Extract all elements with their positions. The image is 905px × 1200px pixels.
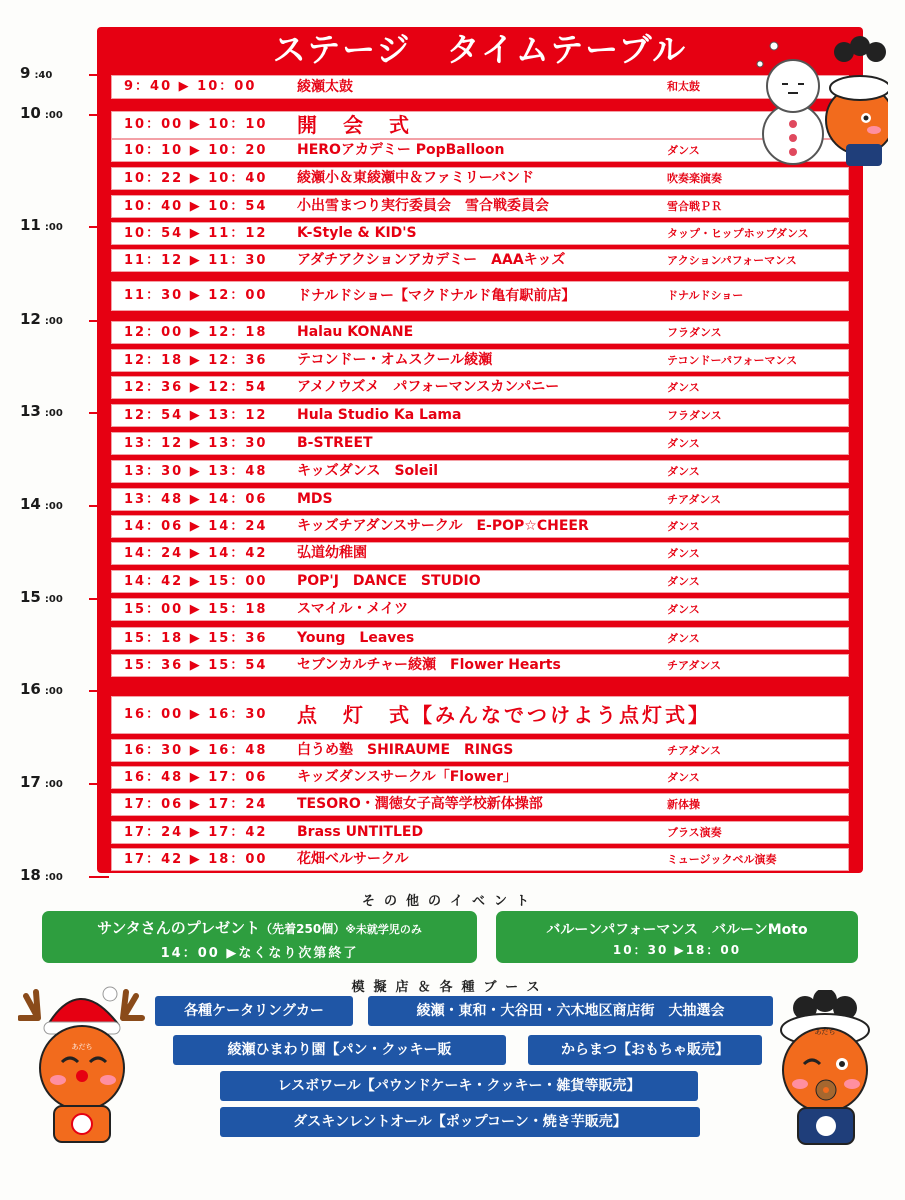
row-time: 10：22 ▶ 10：40 bbox=[124, 171, 268, 186]
row-time: 9：40 ▶ 10：00 bbox=[124, 79, 257, 94]
timetable-row bbox=[111, 111, 849, 139]
timetable-row bbox=[111, 488, 849, 511]
row-time: 12：54 ▶ 13：12 bbox=[124, 408, 268, 423]
row-name: Halau KONANE bbox=[297, 324, 414, 340]
timetable-row bbox=[111, 321, 849, 344]
row-genre: ダンス bbox=[667, 520, 700, 533]
row-genre: ダンス bbox=[667, 575, 700, 588]
hour-label bbox=[20, 402, 90, 420]
row-name: キッズチアダンスサークル E-POP☆CHEER bbox=[297, 518, 589, 534]
booth-catering: 各種ケータリングカー bbox=[155, 996, 353, 1026]
hour-label bbox=[20, 495, 90, 513]
row-genre: 吹奏楽演奏 bbox=[667, 172, 722, 185]
row-genre: テコンドーパフォーマンス bbox=[667, 354, 798, 367]
timetable-row bbox=[111, 376, 849, 399]
row-genre: 和太鼓 bbox=[667, 80, 700, 93]
row-genre: チアダンス bbox=[667, 659, 722, 672]
hour-minute: :00 bbox=[44, 779, 63, 790]
timetable-row bbox=[111, 404, 849, 427]
hour-number: 9 bbox=[20, 64, 31, 82]
row-name: Brass UNTITLED bbox=[297, 824, 424, 840]
booth-lesboire: レスボワール【パウンドケーキ・クッキー・雑貨等販売】 bbox=[220, 1071, 698, 1101]
hour-minute: :00 bbox=[44, 222, 63, 233]
hour-number: 15 bbox=[20, 588, 41, 606]
booth-karamatsu: からまつ【おもちゃ販売】 bbox=[528, 1035, 762, 1065]
row-name: HEROアカデミー PopBalloon bbox=[297, 142, 505, 158]
hour-number: 16 bbox=[20, 680, 41, 698]
row-genre: ダンス bbox=[667, 381, 700, 394]
hour-minute: :00 bbox=[44, 501, 63, 512]
timetable-row bbox=[111, 139, 849, 162]
row-name: 綾瀬小＆東綾瀬中＆ファミリーバンド bbox=[297, 170, 535, 186]
hour-label bbox=[20, 773, 90, 791]
row-name: TESORO・潤徳女子高等学校新体操部 bbox=[297, 796, 543, 812]
row-name: テコンドー・オムスクール綾瀬 bbox=[297, 352, 493, 368]
hour-minute: :00 bbox=[44, 872, 63, 883]
donut-mascot-label: あだち bbox=[814, 1028, 836, 1036]
timetable-row bbox=[111, 460, 849, 483]
hour-tick bbox=[89, 505, 109, 507]
hour-tick bbox=[89, 783, 109, 785]
row-time: 13：12 ▶ 13：30 bbox=[124, 436, 268, 451]
row-genre: フラダンス bbox=[667, 326, 722, 339]
row-time: 11：30 ▶ 12：00 bbox=[124, 288, 268, 303]
hour-tick bbox=[89, 74, 109, 76]
hour-minute: :00 bbox=[44, 110, 63, 121]
hour-number: 11 bbox=[20, 216, 41, 234]
row-genre: ダンス bbox=[667, 547, 700, 560]
row-genre: ダンス bbox=[667, 632, 700, 645]
page-title: ステージ タイムテーブル bbox=[272, 30, 688, 69]
hour-label bbox=[20, 588, 90, 606]
hour-tick bbox=[89, 690, 109, 692]
reindeer-santa-mascot-icon bbox=[18, 978, 148, 1148]
hour-tick bbox=[89, 876, 109, 878]
row-name: アダチアクションアカデミー AAAキッズ bbox=[297, 252, 566, 268]
row-genre: チアダンス bbox=[667, 493, 722, 506]
row-name: キッズダンスサークル「Flower」 bbox=[297, 769, 518, 785]
hour-minute: :00 bbox=[44, 408, 63, 419]
row-genre: ダンス bbox=[667, 437, 700, 450]
hour-label bbox=[20, 104, 90, 122]
row-time: 14：06 ▶ 14：24 bbox=[124, 519, 268, 534]
row-name: ドナルドショー【マクドナルド亀有駅前店】 bbox=[297, 288, 576, 304]
row-time: 17：24 ▶ 17：42 bbox=[124, 825, 268, 840]
hour-minute: :40 bbox=[34, 70, 53, 81]
row-time: 12：36 ▶ 12：54 bbox=[124, 380, 268, 395]
hour-number: 17 bbox=[20, 773, 41, 791]
row-time: 11：12 ▶ 11：30 bbox=[124, 253, 268, 268]
hour-tick bbox=[89, 226, 109, 228]
hour-number: 10 bbox=[20, 104, 41, 122]
row-time: 15：18 ▶ 15：36 bbox=[124, 631, 268, 646]
timetable-row bbox=[111, 696, 849, 734]
row-name: アメノウズメ パフォーマンスカンパニー bbox=[297, 379, 560, 395]
santa-note1: （先着250個） bbox=[260, 922, 346, 936]
row-time: 10：10 ▶ 10：20 bbox=[124, 143, 268, 158]
row-time: 12：18 ▶ 12：36 bbox=[124, 353, 268, 368]
booth-himawari: 綾瀬ひまわり園【パン・クッキー販 bbox=[173, 1035, 506, 1065]
timetable-row bbox=[111, 821, 849, 844]
hour-number: 13 bbox=[20, 402, 41, 420]
row-genre: ダンス bbox=[667, 144, 700, 157]
row-time: 14：42 ▶ 15：00 bbox=[124, 574, 268, 589]
hour-label bbox=[20, 64, 90, 82]
booths-heading: 模擬店＆各種ブース bbox=[351, 980, 549, 995]
row-name: Young Leaves bbox=[297, 630, 415, 646]
row-name: MDS bbox=[297, 491, 333, 507]
timetable-row bbox=[111, 249, 849, 272]
row-name: K-Style & KID'S bbox=[297, 225, 417, 241]
row-time: 10：00 ▶ 10：10 bbox=[124, 117, 268, 132]
hour-tick bbox=[89, 114, 109, 116]
booth-duskin: ダスキンレントオール【ポップコーン・焼き芋販売】 bbox=[220, 1107, 700, 1137]
timetable-row bbox=[111, 766, 849, 789]
row-genre: フラダンス bbox=[667, 409, 722, 422]
row-time: 12：00 ▶ 12：18 bbox=[124, 325, 268, 340]
hour-minute: :00 bbox=[44, 686, 63, 697]
row-name: 綾瀬太鼓 bbox=[297, 79, 353, 95]
row-time: 15：36 ▶ 15：54 bbox=[124, 658, 268, 673]
row-time: 14：24 ▶ 14：42 bbox=[124, 546, 268, 561]
row-genre: ブラス演奏 bbox=[667, 826, 722, 839]
santa-note2: ※未就学児のみ bbox=[345, 923, 422, 936]
row-genre: 新体操 bbox=[667, 798, 700, 811]
row-name: Hula Studio Ka Lama bbox=[297, 407, 462, 423]
timetable-row bbox=[111, 222, 849, 245]
hour-label bbox=[20, 680, 90, 698]
snowman-mascot-icon bbox=[748, 34, 888, 174]
timetable-row bbox=[111, 167, 849, 190]
hour-tick bbox=[89, 320, 109, 322]
timetable-row bbox=[111, 542, 849, 565]
row-name: 開 会 式 bbox=[297, 113, 412, 137]
row-genre: ダンス bbox=[667, 465, 700, 478]
row-name: POP'J DANCE STUDIO bbox=[297, 573, 481, 589]
row-genre: タップ・ヒップホップダンス bbox=[667, 227, 809, 240]
timetable-row bbox=[111, 793, 849, 816]
santa-line2: 14：00 ▶なくなり次第終了 bbox=[160, 946, 359, 961]
timetable-row bbox=[111, 281, 849, 311]
hour-number: 18 bbox=[20, 866, 41, 884]
timetable-row bbox=[111, 598, 849, 621]
row-time: 15：00 ▶ 15：18 bbox=[124, 602, 268, 617]
row-time: 10：54 ▶ 11：12 bbox=[124, 226, 268, 241]
santa-present-box bbox=[42, 911, 477, 963]
timetable-row bbox=[111, 848, 849, 871]
row-time: 13：30 ▶ 13：48 bbox=[124, 464, 268, 479]
row-time: 17：42 ▶ 18：00 bbox=[124, 852, 268, 867]
timetable-row bbox=[111, 739, 849, 762]
hour-label bbox=[20, 216, 90, 234]
balloon-line2: 10：30 ▶18：00 bbox=[612, 943, 742, 957]
santa-line1: サンタさんのプレゼント bbox=[97, 919, 261, 937]
row-genre: ドナルドショー bbox=[667, 289, 744, 302]
row-time: 16：48 ▶ 17：06 bbox=[124, 770, 268, 785]
row-name: B-STREET bbox=[297, 435, 373, 451]
timetable-row bbox=[111, 515, 849, 538]
row-time: 16：00 ▶ 16：30 bbox=[124, 707, 268, 722]
balloon-line1: バルーンパフォーマンス バルーンMoto bbox=[546, 922, 808, 938]
row-name: 小出雪まつり実行委員会 雪合戦委員会 bbox=[297, 198, 549, 214]
row-genre: ダンス bbox=[667, 603, 700, 616]
hour-number: 12 bbox=[20, 310, 41, 328]
row-time: 10：40 ▶ 10：54 bbox=[124, 199, 268, 214]
hour-minute: :00 bbox=[44, 316, 63, 327]
timetable-row bbox=[111, 432, 849, 455]
row-name: セブンカルチャー綾瀬 Flower Hearts bbox=[297, 657, 561, 673]
other-events-heading: その他のイベント bbox=[361, 894, 538, 909]
row-genre: 雪合戦ＰＲ bbox=[667, 200, 722, 213]
row-name: 白うめ塾 SHIRAUME RINGS bbox=[297, 742, 514, 758]
row-genre: チアダンス bbox=[667, 744, 722, 757]
timetable-row bbox=[111, 570, 849, 593]
timetable-row bbox=[111, 627, 849, 650]
timetable-row bbox=[111, 349, 849, 372]
hour-tick bbox=[89, 412, 109, 414]
timetable-row bbox=[111, 75, 849, 99]
row-time: 17：06 ▶ 17：24 bbox=[124, 797, 268, 812]
row-name: 点 灯 式【みんなでつけよう点灯式】 bbox=[297, 703, 711, 727]
row-name: 弘道幼稚園 bbox=[297, 545, 367, 561]
row-name: 花畑ベルサークル bbox=[297, 851, 409, 867]
hour-minute: :00 bbox=[44, 594, 63, 605]
balloon-performance-box bbox=[496, 911, 858, 963]
hour-tick bbox=[89, 598, 109, 600]
timetable-row bbox=[111, 195, 849, 218]
hour-label bbox=[20, 310, 90, 328]
hour-label bbox=[20, 866, 90, 884]
row-name: キッズダンス Soleil bbox=[297, 463, 439, 479]
timetable-row bbox=[111, 654, 849, 677]
donut-mascot-icon bbox=[760, 990, 890, 1150]
row-genre: ミュージックベル演奏 bbox=[667, 853, 777, 866]
row-name: スマイル・メイツ bbox=[297, 601, 409, 617]
row-time: 16：30 ▶ 16：48 bbox=[124, 743, 268, 758]
row-genre: アクションパフォーマンス bbox=[667, 254, 797, 267]
row-time: 13：48 ▶ 14：06 bbox=[124, 492, 268, 507]
reindeer-mascot-label: あだち bbox=[71, 1043, 93, 1051]
booth-lottery: 綾瀬・東和・大谷田・六木地区商店街 大抽選会 bbox=[368, 996, 773, 1026]
hour-number: 14 bbox=[20, 495, 41, 513]
row-genre: ダンス bbox=[667, 771, 700, 784]
